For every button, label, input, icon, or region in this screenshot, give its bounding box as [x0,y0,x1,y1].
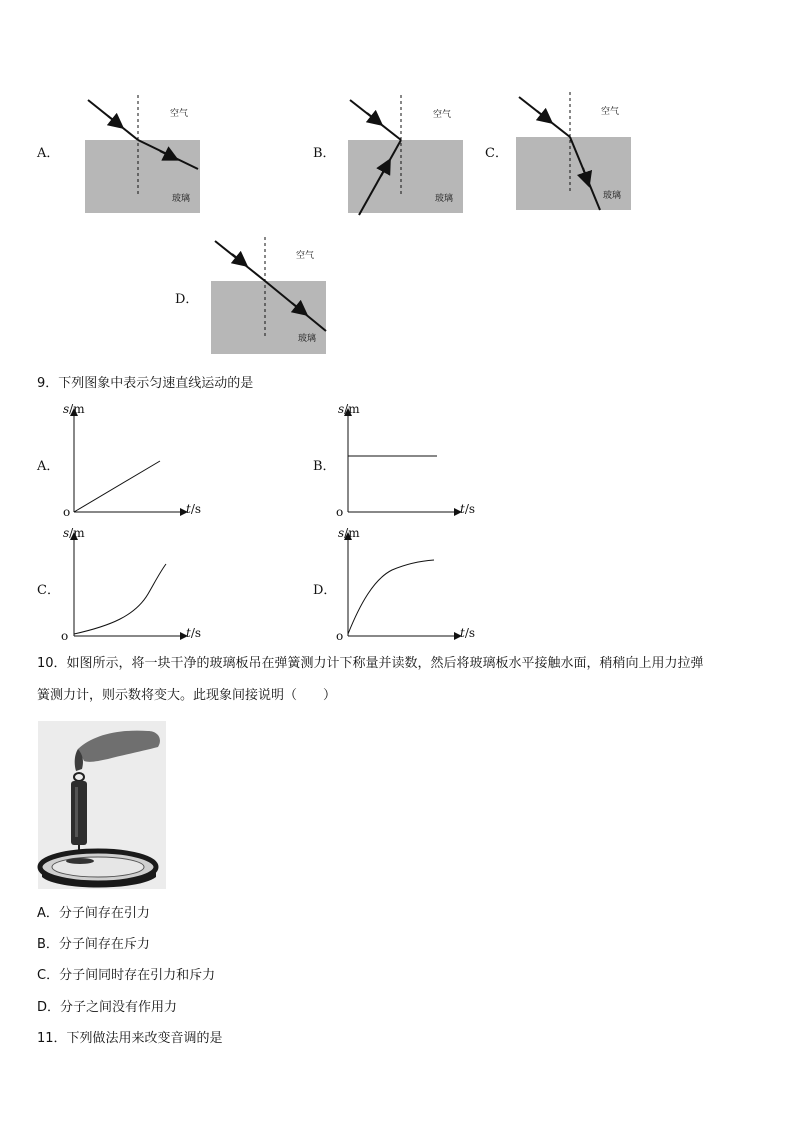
q10-option-b: B．分子间存在斥力 [37,937,150,952]
curve [74,461,160,512]
q8-option-c-label: C． [485,146,508,161]
air-label: 空气 [433,110,452,120]
x-axis-label: t/s [186,502,202,516]
x-axis-label: t/s [186,626,202,640]
q9-question: 9．下列图象中表示匀速直线运动的是 [37,376,254,391]
q10-question-line2: 簧测力计，则示数将变大。此现象间接说明（ ） [37,688,337,703]
y-axis-label: s/m [338,526,360,540]
origin-label: o [61,629,69,643]
origin-label: o [336,629,344,643]
air-label: 空气 [170,109,189,119]
q9-option-d-label: D． [313,583,337,598]
air-label: 空气 [296,251,315,261]
origin-label: o [336,505,344,519]
glass-plate [66,858,94,864]
q10-question-line1: 10．如图所示，将一块干净的玻璃板吊在弹簧测力计下称量并读数，然后将玻璃板水平接触水面，稍稍向上用力拉弹 [37,656,704,671]
q9-graph-d [334,524,484,649]
origin-label: o [63,505,71,519]
q10-photo [38,721,166,889]
y-axis-label: s/m [63,526,85,540]
q8-diagram-b [345,95,470,220]
q11-question: 11．下列做法用来改变音调的是 [37,1031,223,1046]
q9-option-a-label: A． [37,459,60,474]
q8-option-d-label: D． [175,292,199,307]
q8-option-b-label: B． [313,146,336,161]
q9-graph-b [334,400,484,525]
hand-shape [78,731,160,762]
q10-option-d: D．分子之间没有作用力 [37,1000,178,1015]
q8-option-a-label: A． [37,146,60,161]
glass-label: 玻璃 [172,194,191,204]
q9-option-b-label: B． [313,459,336,474]
q8-diagram-c [513,92,638,217]
glass-label: 玻璃 [435,194,454,204]
spring-scale [71,781,87,845]
refraction-diagram-a [80,95,220,215]
x-axis-label: t/s [460,502,476,516]
glass-label: 玻璃 [603,191,622,201]
q9-option-c-label: C． [37,583,60,598]
y-axis-label: s/m [63,402,85,416]
y-axis-label: s/m [338,402,360,416]
q9-graph-c [60,524,210,649]
curve [74,564,166,634]
glass-label: 玻璃 [298,334,317,344]
q10-option-c: C．分子间同时存在引力和斥力 [37,968,216,983]
q9-graph-a [60,400,210,525]
air-label: 空气 [601,107,620,117]
x-axis-label: t/s [460,626,476,640]
spring-scale-glass-plate-illustration [38,721,166,889]
q8-diagram-d [208,237,333,362]
q8-diagram-a [80,95,220,215]
curve [348,560,434,634]
q10-option-a: A．分子间存在引力 [37,906,150,921]
